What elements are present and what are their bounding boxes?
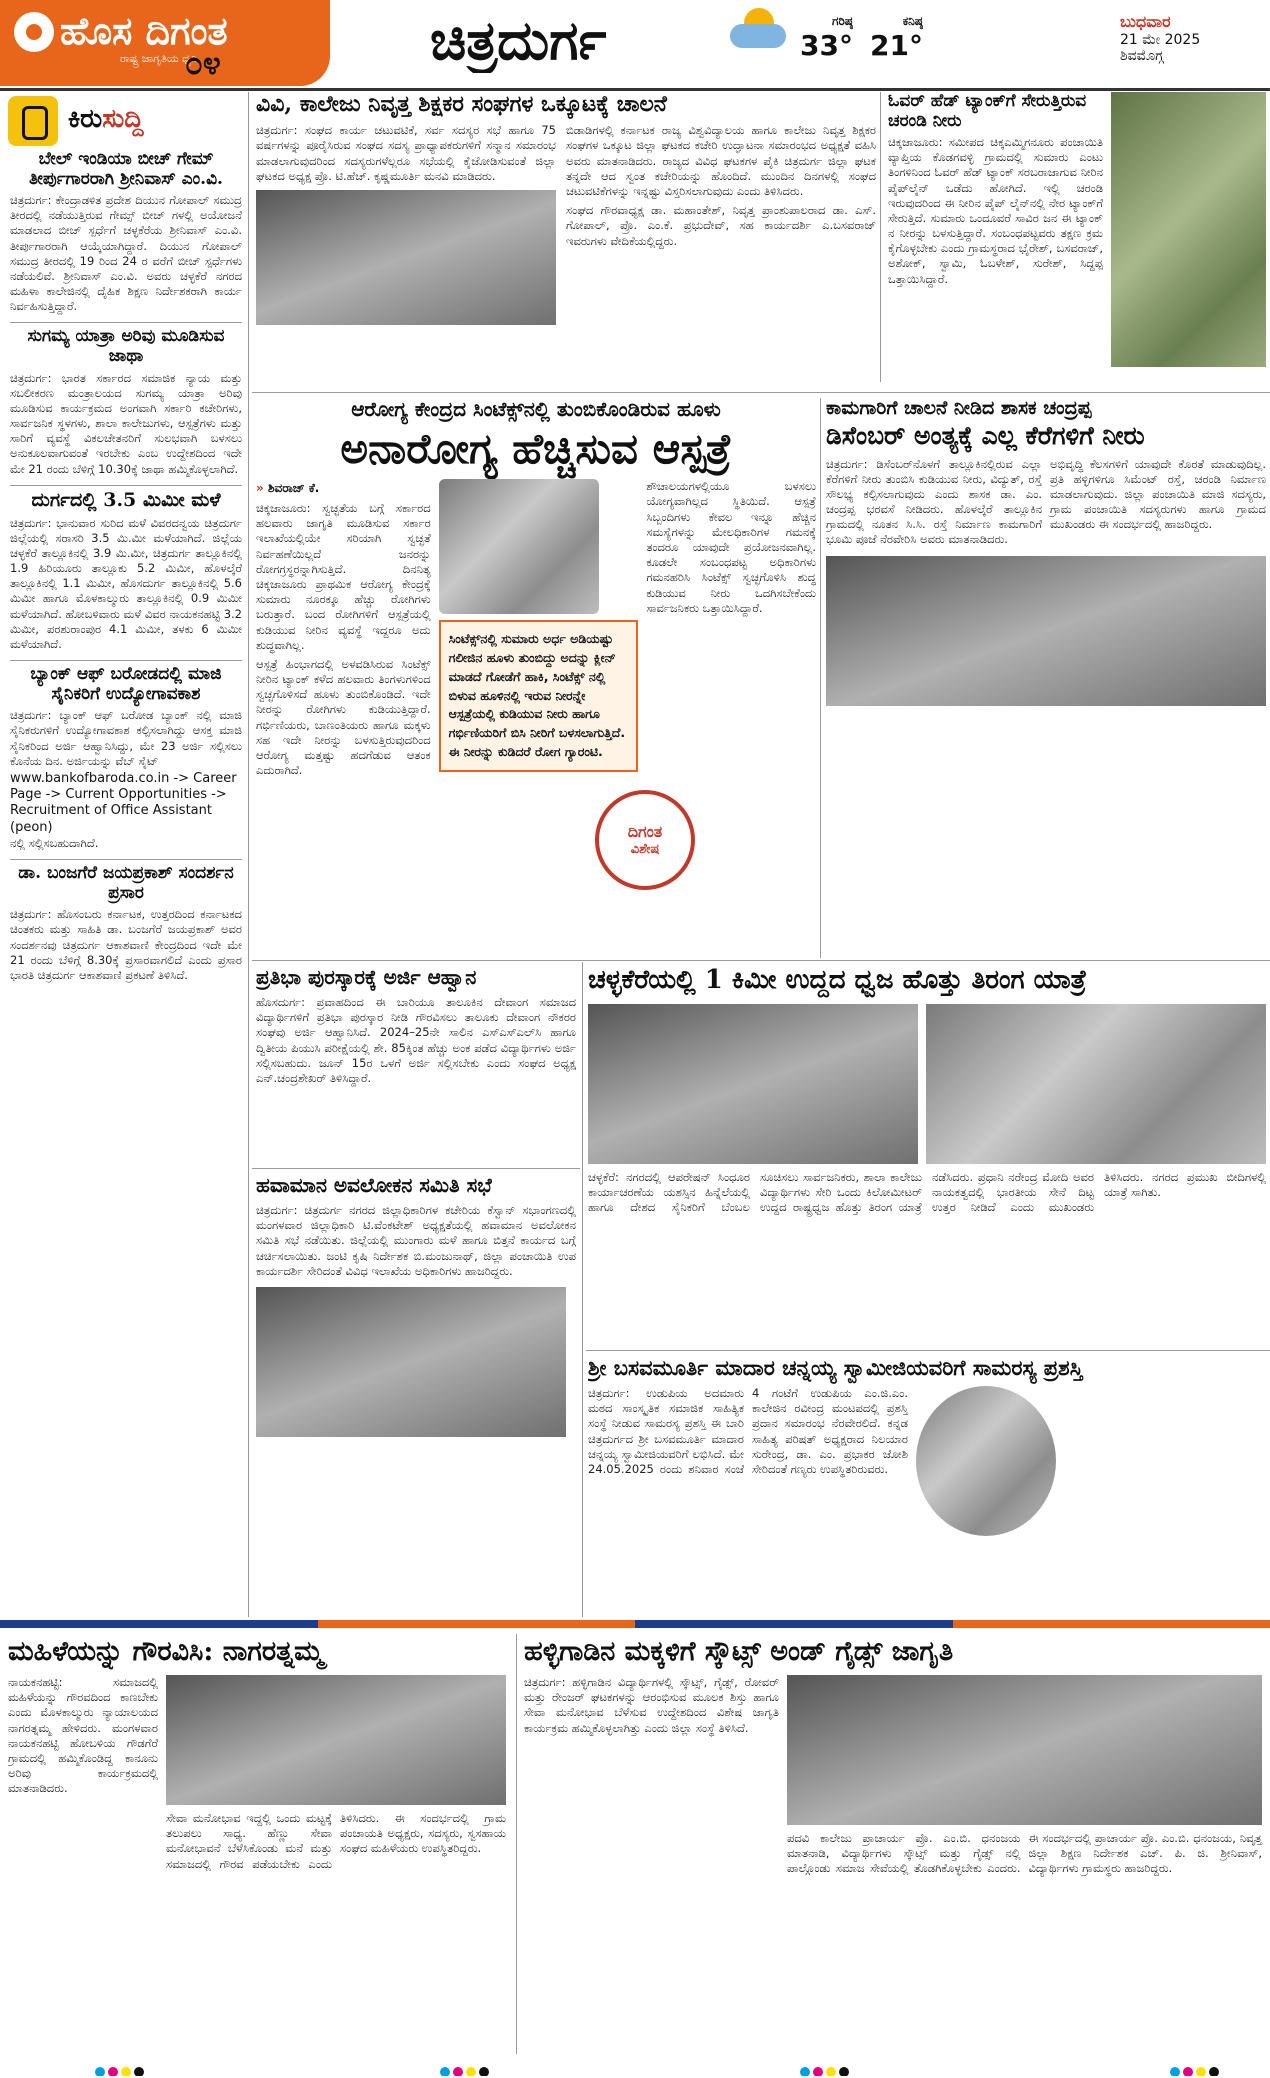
swamiji-portrait [916, 1386, 1056, 1536]
column-divider [880, 92, 881, 382]
yatra-crowd-photo [588, 1004, 918, 1164]
article-kicker: ಕಾಮಗಾರಿಗೆ ಚಾಲನೆ ನೀಡಿದ ಶಾಸಕ ಚಂದ್ರಪ್ಪ [826, 398, 1092, 419]
brand-name: ಹೊಸ ದಿಗಂತ [60, 8, 228, 53]
temp-max: ಗರಿಷ್ಠ 33° [800, 14, 853, 62]
kiru-body-tail: ನಲ್ಲಿ ಸಲ್ಲಿಸಬಹುದಾಗಿದೆ. [10, 835, 99, 850]
divider [10, 322, 242, 323]
digantha-vishesha-seal: ದಿಗಂತ ವಿಶೇಷ [595, 790, 695, 890]
masthead-rule [0, 88, 1270, 91]
section-divider [586, 1350, 1270, 1351]
article-award [256, 966, 576, 1166]
kiru-item [10, 864, 242, 983]
article-headline: ಡಿಸೆಂಬರ್ ಅಂತ್ಯಕ್ಕೆ ಎಲ್ಲ ಕೆರೆಗಳಿಗೆ ನೀರು [826, 420, 1145, 450]
article-body: ಪದವಿ ಕಾಲೇಜು ಪ್ರಾಚಾರ್ಯ ಪ್ರೊ. ಎಂ.ಬಿ. ಧನಂಜಯ ಮಾತನಾಡಿ, ವಿದ್ಯಾರ್ಥಿಗಳು ಸ್ಕೌಟ್ಸ್ ಮತ್ತು ಗೈಡ್ಸ್ ನಲ್ಲಿ ಪಾಲ್ಗೊಂಡು ಸಮಾಜ ಸೇವೆಯಲ್ಲಿ ತೊಡಗಿಕೊಳ್ಳಬೇಕು ಎಂದರು. ಈ ಸಂದರ್ಭದಲ್ಲಿ ಪ್ರಾಚಾರ್ಯ ಪ್ರೊ. ಎಂ.ಬಿ. ಧನಂಜಯ, ನಿವೃತ್ತ ಜಿಲ್ಲಾ ಶಿಕ್ಷಣ ನಿರ್ದೇಶಕ ಎಚ್. ಪಿ. ಜಿ. ಶ್ರೀನಿವಾಸ್, ವಿದ್ಯಾರ್ಥಿಗಳು ಗ್ರಾಮಸ್ಥರು ಹಾಜರಿದ್ದರು. [787, 1831, 1262, 1876]
article-body: ಆಸ್ಪತ್ರೆ ಹಿಂಭಾಗದಲ್ಲಿ ಅಳವಡಿಸಿರುವ ಸಿಂಟೆಕ್ಸ್ ನೀರಿನ ಟ್ಯಾಂಕ್ ಕಳೆದ ಹಲವಾರು ತಿಂಗಳುಗಳಿಂದ ಸ್ವಚ್ಛಗೊಳಿಸದೆ ಹೂಳು ತುಂಬಿಕೊಂಡಿದೆ. ಇದೇ ನೀರನ್ನು ರೋಗಿಗಳು ಕುಡಿಯುತ್ತಿದ್ದಾರೆ. ಗರ್ಭಿಣಿಯರು, ಬಾಣಂತಿಯರು ಹಾಗೂ ಮಕ್ಕಳು ಸಹ ಇದೇ ನೀರನ್ನು ಬಳಸುತ್ತಿರುವುದರಿಂದ ಆರೋಗ್ಯ ಮತ್ತಷ್ಟು ಹದಗೆಡುವ ಆತಂಕ ಎದುರಾಗಿದೆ. [256, 656, 431, 778]
kiru-item [10, 150, 242, 314]
group-photo [256, 190, 556, 325]
article-mla [826, 398, 1266, 958]
article-body: ಚಿತ್ರದುರ್ಗ: ಡಿಸೆಂಬರ್‌ನೊಳಗೆ ತಾಲ್ಲೂಕಿನಲ್ಲಿರುವ ಎಲ್ಲಾ ಕೆರೆಗಳಿಗೆ ನೀರು ತುಂಬಿಸಿ ಕುಡಿಯುವ ನೀರು, ವಿದ್ಯುತ್, ರಸ್ತೆ ಸೌಲಭ್ಯ ಕಲ್ಪಿಸಲಾಗುವುದು ಎಂದು ಶಾಸಕ ಡಾ. ಎಂ. ಚಂದ್ರಪ್ಪ ಭರವಸೆ ನೀಡಿದರು. ಹೊಳಲ್ಕೆರೆ ತಾಲ್ಲೂಕಿನ ಗ್ರಾಮದಲ್ಲಿ ನೂತನ ಸಿ.ಸಿ. ರಸ್ತೆ ನಿರ್ಮಾಣ ಕಾಮಗಾರಿಗೆ ಭೂಮಿ ಪೂಜೆ ನೆರವೇರಿಸಿ ಅವರು ಮಾತನಾಡಿದರು. [826, 456, 1042, 547]
legal-awareness-photo [166, 1675, 506, 1805]
section-divider [252, 392, 1270, 393]
article-body: ಸಂಘದ ಗೌರವಾಧ್ಯಕ್ಷ ಡಾ. ಮಹಾಂತೇಶ್, ನಿವೃತ್ತ ಪ್ರಾಂಶುಪಾಲರಾದ ಡಾ. ಎಸ್. ಗೋಪಾಲ್, ಪ್ರೊ. ಎಂ.ಕೆ. ಪ್ರಭುದೇವ್, ಸಹ ಕಾರ್ಯದರ್ಶಿ ಎ.ಬಸವರಾಜ್ ಇವರುಗಳು ವೇದಿಕೆಯಲ್ಲಿದ್ದರು. [566, 203, 876, 248]
kiru-item [10, 665, 242, 851]
day-name: ಬುಧವಾರ [1120, 12, 1171, 31]
article-nagaratnamma [8, 1636, 508, 2046]
bank-career-url: www.bankofbaroda.co.in -> Career Page -> Current Opportunities -> Recruitment of Office Assistant (peon) [10, 770, 237, 835]
article-body: ಬಿಡಾಡಿಗಳಲ್ಲಿ ಕರ್ನಾಟಕ ರಾಜ್ಯ ವಿಶ್ವವಿದ್ಯಾಲಯ ಹಾಗೂ ಕಾಲೇಜು ನಿವೃತ್ತ ಶಿಕ್ಷಕರ ಸಂಘಗಳ ಒಕ್ಕೂಟ ಜಿಲ್ಲಾ ಘಟಕದ ಕಚೇರಿ ಉದ್ಘಾಟನಾ ಸಮಾರಂಭದ ಅಧ್ಯಕ್ಷತೆ ವಹಿಸಿ ಅವರು ಮಾತನಾಡಿದರು. ರಾಜ್ಯದ ವಿವಿಧ ಘಟಕಗಳ ಪೈಕಿ ಚಿತ್ರದುರ್ಗ ಜಿಲ್ಲಾ ಘಟಕ ತನ್ನದೇ ಆದ ಸ್ವಂತ ಕಚೇರಿಯನ್ನು ಹೊಂದಿದೆ. ಮುಂದಿನ ದಿನಗಳಲ್ಲಿ ಸಂಘದ ಚಟುವಟಿಕೆಗಳನ್ನು ಇನ್ನಷ್ಟು ವಿಸ್ತರಿಸಲಾಗುವುದು ಎಂದು ತಿಳಿಸಿದರು. [566, 123, 876, 198]
registration-marks [1170, 2062, 1250, 2076]
divider [10, 859, 242, 860]
article-headline: ಮಹಿಳೆಯನ್ನು ಗೌರವಿಸಿ: ನಾಗರತ್ನಮ್ಮ [8, 1636, 324, 1667]
divider [10, 660, 242, 661]
article-body: ಚಿತ್ರದುರ್ಗ: ಹಳ್ಳಿಗಾಡಿನ ವಿದ್ಯಾರ್ಥಿಗಳಲ್ಲಿ ಸ್ಕೌಟ್ಸ್, ಗೈಡ್ಸ್, ರೋವರ್ ಮತ್ತು ರೇಂಜರ್ ಘಟಕಗಳನ್ನು ಆರಂಭಿಸುವ ಮೂಲಕ ಶಿಸ್ತು ಹಾಗೂ ಸೇವಾ ಮನೋಭಾವ ಬೆಳೆಸುವ ಉದ್ದೇಶದಿಂದ ವಿಶೇಷ ಜಾಗೃತಿ ಕಾರ್ಯಕ್ರಮ ಹಮ್ಮಿಕೊಳ್ಳಲಾಗಿತ್ತು ಎಂದು ಜಿಲ್ಲಾ ಸಂಸ್ಥೆ ತಿಳಿಸಿದೆ. [524, 1675, 779, 1735]
kiru-item [10, 327, 242, 476]
column-divider [248, 92, 249, 1617]
water-tank-sludge-photo [439, 479, 599, 614]
kiru-body: ಚಿತ್ರದುರ್ಗ: ಭಾರತ ಸರ್ಕಾರದ ಸಮಾಜಿಕ ನ್ಯಾಯ ಮತ್ತು ಸಬಲೀಕರಣ ಮಂತ್ರಾಲಯದ ಸುಗಮ್ಯ ಯಾತ್ರಾ ಅರಿವು ಮೂಡಿಸುವ ಕಾರ್ಯಕ್ರಮದ ಅಂಗವಾಗಿ ಸರ್ಕಾರಿ ಕಚೇರಿಗಳು, ಸಾರ್ವಜನಿಕ ಸ್ಥಳಗಳು, ಶಾಲಾ ಕಾಲೇಜುಗಳು, ಆಸ್ಪತ್ರೆಗಳು ಮತ್ತು ಸಾರಿಗೆ ವ್ಯವಸ್ಥೆ ವಿಕಲಚೇತನರಿಗೆ ಸುಲಭವಾಗಿ ಬಳಸಲು ಅನುಕೂಲವಾಗುವಂತೆ ಇರಬೇಕು ಎಂಬ ಉದ್ದೇಶದಿಂದ ಇದೇ ಮೇ 21 ರಂದು ಬೆಳಿಗ್ಗೆ 10.30ಕ್ಕೆ ಜಾಥಾ ಹಮ್ಮಿಕೊಳ್ಳಲಾಗಿದೆ. [10, 370, 242, 476]
article-body: ಚಿಕ್ಕಜಾಜೂರು: ಸಮೀಪದ ಚಿಕ್ಕಎಮ್ಮಿಗನೂರು ಪಂಚಾಯಿತಿ ವ್ಯಾಪ್ತಿಯ ಕೊಡಗವಳ್ಳಿ ಗ್ರಾಮದಲ್ಲಿ ಸುಮಾರು ಎಂಟು ತಿಂಗಳಿನಿಂದ ಓವರ್ ಹೆಡ್ ಟ್ಯಾಂಕ್ ಸರಬರಾಜಾಗುವ ನೀರಿನ ಪೈಪ್‌ಲೈನ್ ಒಡೆದು ಹೋಗಿದೆ. ಇಲ್ಲಿ ಚರಂಡಿ ಇರುವುದರಿಂದ ಈ ನೀರಿನ ಪೈಪ್ ಲೈನ್‌ನಲ್ಲಿ ನೇರ ಟ್ಯಾಂಕ್‌ಗೆ ಸೇರುತ್ತಿದೆ. ಸುಮಾರು ಒಂದೂವರೆ ಸಾವಿರ ಜನ ಈ ಟ್ಯಾಂಕ್ ನ ನೀರನ್ನು ಬಳಸುತ್ತಿದ್ದಾರೆ. ಸಂಬಂಧಪಟ್ಟವರು ತಕ್ಷಣ ಕ್ರಮ ಕೈಗೊಳ್ಳಬೇಕು ಎಂದು ಗ್ರಾಮಸ್ಥರಾದ ಭೈರೇಶ್, ಬಸವರಾಜ್, ಅಶೋಕ್, ಸ್ವಾಮಿ, ಓಬಳೇಶ್, ಸುರೇಶ್, ಸಿದ್ದಪ್ಪ ಒತ್ತಾಯಿಸಿದ್ದಾರೆ. [888, 135, 1103, 286]
column-divider [820, 398, 821, 958]
edition-title: ಚಿತ್ರದುರ್ಗ [430, 8, 607, 72]
kiru-headline: ಬೇಲ್ ಇಂಡಿಯಾ ಬೀಚ್ ಗೇಮ್ ತೀರ್ಪುಗಾರರಾಗಿ ಶ್ರೀನಿವಾಸ್ ಎಂ.ವಿ. [29, 150, 223, 189]
meeting-photo [256, 1287, 566, 1437]
masthead-logo [0, 0, 330, 86]
registration-marks [440, 2062, 520, 2076]
article-body: ಅಭಿವೃದ್ಧಿ ಕೆಲಸಗಳಿಗೆ ಯಾವುದೇ ಕೊರತೆ ಮಾಡುವುದಿಲ್ಲ. ಪ್ರತಿ ಹಳ್ಳಿಗಳಿಗೂ ಸಿಮೆಂಟ್ ರಸ್ತೆ, ಚರಂಡಿ ನಿರ್ಮಾಣ ಮಾಡಲಾಗುವುದು. ಜಿಲ್ಲಾ ಪಂಚಾಯಿತಿ ಮಾಜಿ ಸದಸ್ಯರು, ಗ್ರಾಮ ಪಂಚಾಯಿತಿ ಸದಸ್ಯರುಗಳು ಹಾಗೂ ಗ್ರಾಮದ ಮುಖಂಡರು ಈ ಸಂದರ್ಭದಲ್ಲಿ ಹಾಜರಿದ್ದರು. [1050, 456, 1266, 532]
article-body: ಚಿತ್ರದುರ್ಗ: ಚಿತ್ರದುರ್ಗ ನಗರದ ಜಿಲ್ಲಾಧಿಕಾರಿಗಳ ಕಚೇರಿಯ ಕೆಸ್ವಾನ್ ಸಭಾಂಗಣದಲ್ಲಿ ಮಂಗಳವಾರ ಜಿಲ್ಲಾಧಿಕಾರಿ ಟಿ.ವೆಂಕಟೇಶ್ ಅಧ್ಯಕ್ಷತೆಯಲ್ಲಿ ಹವಾಮಾನ ಅವಲೋಕನ ಸಮಿತಿ ಸಭೆ ನಡೆಯಿತು. ಜಿಲ್ಲೆಯಲ್ಲಿ ಮುಂಗಾರು ಮಳೆ ಹಾಗೂ ಬಿತ್ತನೆ ಕಾರ್ಯದ ಬಗ್ಗೆ ಚರ್ಚಿಸಲಾಯಿತು. ಜಂಟಿ ಕೃಷಿ ನಿರ್ದೇಶಕ ಬಿ.ಮಂಜುನಾಥ್, ಜಿಲ್ಲಾ ಪಂಚಾಯಿತಿ ಉಪ ಕಾರ್ಯದರ್ಶಿ ಸೇರಿದಂತೆ ವಿವಿಧ ಇಲಾಖೆಯ ಅಧಿಕಾರಿಗಳು ಹಾಜರಿದ್ದರು. [256, 1203, 576, 1278]
kiru-body: ಚಿತ್ರದುರ್ಗ: ಭಾನುವಾರ ಸುರಿದ ಮಳೆ ವಿವರದನ್ವಯ ಚಿತ್ರದುರ್ಗ ಜಿಲ್ಲೆಯಲ್ಲಿ ಸರಾಸರಿ 3.5 ಮಿ.ಮೀ ಮಳೆಯಾಗಿದೆ. ಜಿಲ್ಲೆಯ ಚಳ್ಳಕೆರೆ ತಾಲ್ಲೂಕಿನಲ್ಲಿ 3.9 ಮಿ.ಮೀ, ಚಿತ್ರದುರ್ಗ ತಾಲ್ಲೂಕಿನಲ್ಲಿ 1.9 ಹಿರಿಯೂರು ತಾಲ್ಲೂಕು 5.2 ಮಿಮೀ, ಹೊಳಲ್ಕೆರೆ ತಾಲ್ಲೂಕಿನಲ್ಲಿ 1.1 ಮಿಮೀ, ಹೊಸದುರ್ಗ ತಾಲ್ಲೂಕಿನಲ್ಲಿ 5.6 ಮಿಮೀ ಹಾಗೂ ಮೊಳಕಾಲ್ಮುರು ತಾಲ್ಲೂಕಿನಲ್ಲಿ 0.9 ಮಿಮೀ ಮಳೆಯಾಗಿದೆ. ಹೋಬಳಿವಾರು ಮಳೆ ವಿವರ ನಾಯಕನಹಟ್ಟಿ 3.2 ಮಿಮೀ, ಪರಶುರಾಂಪುರ 4.1 ಮಿಮೀ, ತಳಕು 6 ಮಿಮೀ ಮಳೆಯಾಗಿದೆ. [10, 515, 242, 651]
article-headline: ಚಳ್ಳಕೆರೆಯಲ್ಲಿ 1 ಕಿಮೀ ಉದ್ದದ ಧ್ವಜ ಹೊತ್ತು ತಿರಂಗ ಯಾತ್ರೆ [588, 966, 1087, 995]
date-box [1120, 12, 1270, 64]
kiru-headline: ಸುಗಮ್ಯ ಯಾತ್ರಾ ಅರಿವು ಮೂಡಿಸುವ ಜಾಥಾ [27, 326, 225, 367]
article-kicker: ಆರೋಗ್ಯ ಕೇಂದ್ರದ ಸಿಂಟೆಕ್ಸ್‌ನಲ್ಲಿ ತುಂಬಿಕೊಂಡಿರುವ ಹೂಳು [351, 398, 721, 421]
kiru-headline: ಡಾ. ಬಂಜಗೆರೆ ಜಯಪ್ರಕಾಶ್ ಸಂದರ್ಶನ ಪ್ರಸಾರ [18, 863, 234, 903]
article-body: ಶೌಚಾಲಯಗಳಲ್ಲಿಯೂ ಬಳಸಲು ಯೋಗ್ಯವಾಗಿಲ್ಲದ ಸ್ಥಿತಿಯಿದೆ. ಆಸ್ಪತ್ರೆ ಸಿಬ್ಬಂದಿಗಳು ಕೇವಲ ಇನ್ನೂ ಹೆಚ್ಚಿನ ಸಮಸ್ಯೆಗಳನ್ನು ಮೇಲಧಿಕಾರಿಗಳ ಗಮನಕ್ಕೆ ತಂದರೂ ಯಾವುದೇ ಪ್ರಯೋಜನವಾಗಿಲ್ಲ. ಕೂಡಲೇ ಸಂಬಂಧಪಟ್ಟ ಅಧಿಕಾರಿಗಳು ಗಮನಹರಿಸಿ ಸಿಂಟೆಕ್ಸ್ ಸ್ವಚ್ಛಗೊಳಿಸಿ ಶುದ್ಧ ಕುಡಿಯುವ ನೀರು ಒದಗಿಸಬೇಕೆಂದು ಸಾರ್ವಜನಿಕರು ಒತ್ತಾಯಿಸಿದ್ದಾರೆ. [646, 479, 816, 615]
water-tank-photo [1111, 92, 1266, 367]
article-body: ಸೇವಾ ಮನೋಭಾವ ಇದ್ದಲ್ಲಿ ಒಂದು ಮಟ್ಟಕ್ಕೆ ತಲುಪಲು ಸಾಧ್ಯ. ಹೆಣ್ಣು ಸೇವಾ ಮನೋಭಾವನೆ ಬೆಳೆಸಿಕೊಂಡು ಮನೆ ಮತ್ತು ಸಮಾಜದಲ್ಲಿ ಗೌರವ ಪಡೆಯಬೇಕು ಎಂದು ತಿಳಿಸಿದರು. ಈ ಸಂದರ್ಭದಲ್ಲಿ ಗ್ರಾಮ ಪಂಚಾಯತಿ ಅಧ್ಯಕ್ಷರು, ಸದಸ್ಯರು, ಸ್ವಸಹಾಯ ಸಂಘದ ಮಹಿಳೆಯರು ಉಪಸ್ಥಿತರಿದ್ದರು. [166, 1811, 506, 1871]
article-body: ಚಿತ್ರದುರ್ಗ: ಉಡುಪಿಯ ಅದಮಾರು ಮಠದ ಸಾಂಸ್ಕೃತಿಕ ಸಮಾಜಿಕ ಸಾಹಿತ್ಯಿಕ ಸಂಸ್ಥೆ ನೀಡುವ ಸಾಮರಸ್ಯ ಪ್ರಶಸ್ತಿ ಈ ಬಾರಿ ಚಿತ್ರದುರ್ಗದ ಶ್ರೀ ಬಸವಮೂರ್ತಿ ಮಾದಾರ ಚನ್ನಯ್ಯ ಸ್ವಾಮೀಜಿಯವರಿಗೆ ಲಭಿಸಿದೆ. ಮೇ 24.05.2025 ರಂದು ಶನಿವಾರ ಸಂಜೆ 4 ಗಂಟೆಗೆ ಉಡುಪಿಯ ಎಂ.ಜಿ.ಎಂ. ಕಾಲೇಜಿನ ರವೀಂದ್ರ ಮಂಟಪದಲ್ಲಿ ಪ್ರಶಸ್ತಿ ಪ್ರದಾನ ಸಮಾರಂಭ ನೆರವೇರಲಿದೆ. ಕನ್ನಡ ಸಾಹಿತ್ಯ ಪರಿಷತ್ ಅಧ್ಯಕ್ಷರಾದ ನಿಲಯಾರ ಸುರೇಂದ್ರ, ಡಾ. ಎಂ. ಪ್ರಭಾಕರ ಜೋಶಿ ಸೇರಿದಂತೆ ಗಣ್ಯರು ಉಪಸ್ಥಿತರಿರುವರು. [588, 1386, 908, 1476]
city-subtitle: ಶಿವಮೊಗ್ಗ [1120, 48, 1164, 64]
pull-quote: ಸಿಂಟೆಕ್ಸ್‌ನಲ್ಲಿ ಸುಮಾರು ಅರ್ಧ ಅಡಿಯಷ್ಟು ಗಲೀಜಿನ ಹೂಳು ತುಂಬಿದ್ದು ಅದನ್ನು ಕ್ಲೀನ್ ಮಾಡದೆ ಗೋಡೆಗೆ ಹಾಕಿ, ಸಿಂಟೆಕ್ಸ್ ನಲ್ಲಿ ಬಿಳುವ ಹೂಳಿನಲ್ಲಿ ಇರುವ ನೀರನ್ನೇ ಆಸ್ಪತ್ರೆಯಲ್ಲಿ ಕುಡಿಯುವ ನೀರು ಹಾಗೂ ಗರ್ಭಿಣಿಯರಿಗೆ ಬಿಸಿ ನೀರಿಗೆ ಬಳಸಲಾಗುತ್ತಿದೆ. ಈ ನೀರನ್ನು ಕುಡಿದರೆ ರೋಗ ಗ್ಯಾರಂಟಿ. [439, 620, 639, 771]
article-tiranga [588, 966, 1266, 1346]
brand-tagline: ರಾಷ್ಟ್ರ ಜಾಗೃತಿಯ ಧ್ವನಿ [120, 52, 198, 65]
scouts-event-photo [787, 1675, 1262, 1825]
section-color-bar [0, 1620, 1270, 1628]
article-swamiji [588, 1356, 1266, 1616]
article-weather [256, 1174, 576, 1614]
article-teachers [256, 92, 876, 392]
date: 21 ಮೇ 2025 [1120, 32, 1201, 48]
weather-sun-cloud-icon [730, 8, 790, 48]
kiru-headline: ಬ್ಯಾಂಕ್ ಆಫ್ ಬರೋಡದಲ್ಲಿ ಮಾಜಿ ಸೈನಿಕರಿಗೆ ಉದ್ಯೋಗಾವಕಾಶ [30, 664, 222, 704]
section-divider [252, 960, 1270, 961]
article-tank [888, 92, 1266, 382]
article-body: ಹೊಸದುರ್ಗ: ಪ್ರವಾಹದಿಂದ ಈ ಬಾರಿಯೂ ತಾಲೂಕಿನ ದೇವಾಂಗ ಸಮಾಜದ ವಿದ್ಯಾರ್ಥಿಗಳಿಗೆ ಪ್ರತಿಭಾ ಪುರಸ್ಕಾರ ನೀಡಿ ಗೌರವಿಸಲು ತಾಲೂಕು ದೇವಾಂಗ ನೌಕರರ ಸಂಘವು ಅರ್ಜಿ ಆಹ್ವಾನಿಸಿದೆ. 2024–25ನೇ ಸಾಲಿನ ಎಸ್ಎಸ್ಎಲ್‌ಸಿ ಹಾಗೂ ದ್ವಿತೀಯ ಪಿಯುಸಿ ಪರೀಕ್ಷೆಯಲ್ಲಿ ಶೇ. 85ಕ್ಕಿಂತ ಹೆಚ್ಚು ಅಂಕ ಪಡೆದ ವಿದ್ಯಾರ್ಥಿಗಳು ಅರ್ಜಿ ಸಲ್ಲಿಸಬಹುದು. ಜೂನ್ 15ರ ಒಳಗೆ ಅರ್ಜಿ ಸಲ್ಲಿಸಬೇಕು ಎಂದು ಸಂಘದ ಅಧ್ಯಕ್ಷ ಎನ್.ಚಂದ್ರಶೇಖರ್ ತಿಳಿಸಿದ್ದಾರೆ. [256, 995, 576, 1085]
kiru-body: ಚಿತ್ರದುರ್ಗ: ಕೇಂದ್ರಾಡಳಿತ ಪ್ರದೇಶ ದಿಯುನ ಗೋಪಾಲ್ ಸಮುದ್ರ ತೀರದಲ್ಲಿ ನಡೆಯುತ್ತಿರುವ ಗೇಮ್ಸ್ ಬೀಚ್ ಗಳಲ್ಲಿ ಅಯೋಜನೆ ಮಾಡಲಾದ ಬೀಚ್ ಸ್ಪರ್ಧೆಗೆ ಚಳ್ಳಕೆರೆಯ ಶ್ರೀನಿವಾಸ್ ಎಂ.ವಿ. ತೀರ್ಪುಗಾರರಾಗಿ ಆಯ್ಕೆಯಾಗಿದ್ದಾರೆ. ದಿಯುನ ಗೋಪಾಲ್ ಸಮುದ್ರ ತೀರದಲ್ಲಿ 19 ರಿಂದ 24 ರ ವರೆಗೆ ಬೀಚ್ ಸ್ಪರ್ಧೆಗಳು ನಡೆಯಲಿವೆ. ಶ್ರೀನಿವಾಸ್ ಎಂ.ವಿ. ಅವರು ಚಳ್ಳಕೆರೆ ನಗರದ ಮಹಿಳಾ ಕಾಲೇಜಿನಲ್ಲಿ ದೈಹಿಕ ಶಿಕ್ಷಣ ನಿರ್ದೇಶಕರಾಗಿ ಕಾರ್ಯ ನಿರ್ವಹಿಸುತ್ತಿದ್ದಾರೆ. [10, 193, 242, 314]
bhoomi-pooja-photo [826, 556, 1266, 706]
kiru-body: ಚಿತ್ರದುರ್ಗ: ಬ್ಯಾಂಕ್ ಆಫ್ ಬರೋಡ ಬ್ಯಾಂಕ್ ನಲ್ಲಿ ಮಾಜಿ ಸೈನಿಕರುಗಳಿಗೆ ಉದ್ಯೋಗಾವಕಾಶ ಕಲ್ಪಿಸಲಾಗಿದ್ದು ಆಸಕ್ತ ಮಾಜಿ ಸೈನಿಕರಿಂದ ಅರ್ಜಿ ಆಹ್ವಾನಿಸಿದ್ದು, ಮೇ 23 ಅರ್ಜಿ ಸಲ್ಲಿಸಲು ಕೊನೆಯ ದಿನ. ಅರ್ಜಿಯನ್ನು ವೆಬ್ ಸೈಟ್ [10, 708, 242, 768]
article-headline: ಓವರ್ ಹೆಡ್ ಟ್ಯಾಂಕ್‌ಗೆ ಸೇರುತ್ತಿರುವ ಚರಂಡಿ ನೀರು [888, 92, 1087, 131]
article-hospital [256, 398, 816, 958]
article-headline: ಶ್ರೀ ಬಸವಮೂರ್ತಿ ಮಾದಾರ ಚನ್ನಯ್ಯ ಸ್ವಾಮೀಜಿಯವರಿಗೆ ಸಾಮರಸ್ಯ ಪ್ರಶಸ್ತಿ [588, 1356, 1083, 1380]
article-body: ಚಿತ್ರದುರ್ಗ: ಸಂಘದ ಕಾರ್ಯ ಚಟುವಟಿಕೆ, ಸರ್ವ ಸದಸ್ಯರ ಸಭೆ ಹಾಗೂ 75 ವರ್ಷಗಳನ್ನು ಪೂರೈಸಿರುವ ಸಂಘದ ಸದಸ್ಯ ಪ್ರಾಧ್ಯಾಪಕರುಗಳಿಗೆ ಸನ್ಮಾನ ಸಮಾರಂಭ ಮಾಡಲಾಗುವುದರಿಂದ ಸದಸ್ಯರುಗಳೆಲ್ಲರೂ ಸಭೆಯಲ್ಲಿ ಕೈಜೋಡಿಸುವಂತೆ ಜಿಲ್ಲಾ ಘಟಕದ ಅಧ್ಯಕ್ಷ ಪ್ರೊ. ಟಿ.ಹೆಚ್. ಕೃಷ್ಣಮೂರ್ತಿ ಮನವಿ ಮಾಡಿದರು. [256, 123, 556, 183]
column-divider [516, 1634, 517, 2054]
article-headline: ಹವಾಮಾನ ಅವಲೋಕನ ಸಮಿತಿ ಸಭೆ [256, 1174, 492, 1197]
article-scouts [524, 1636, 1266, 2046]
temp-min: ಕನಿಷ್ಠ 21° [870, 14, 923, 62]
registration-marks [800, 2062, 880, 2076]
page-number: ೦೪ [185, 44, 221, 82]
article-body: ಚಳ್ಳಕೆರೆ: ನಗರದಲ್ಲಿ ಆಪರೇಷನ್ ಸಿಂಧೂರ ಕಾರ್ಯಾಚರಣೆಯ ಯಶಸ್ಸಿನ ಹಿನ್ನೆಲೆಯಲ್ಲಿ ಹಾಗೂ ದೇಶದ ಸೈನಿಕರಿಗೆ ಬೆಂಬಲ ಸೂಚಿಸಲು ಸಾರ್ವಜನಿಕರು, ಶಾಲಾ ಕಾಲೇಜು ವಿದ್ಯಾರ್ಥಿಗಳು ಸೇರಿ ಒಂದು ಕಿಲೋಮೀಟರ್ ಉದ್ದದ ರಾಷ್ಟ್ರಧ್ವಜ ಹೊತ್ತು ತಿರಂಗ ಯಾತ್ರೆ ನಡೆಸಿದರು. ಪ್ರಧಾನಿ ನರೇಂದ್ರ ಮೋದಿ ಅವರ ನಾಯಕತ್ವದಲ್ಲಿ ಭಾರತೀಯ ಸೇನೆ ದಿಟ್ಟ ಉತ್ತರ ನೀಡಿದೆ ಎಂದು ಮುಖಂಡರು ತಿಳಿಸಿದರು. ನಗರದ ಪ್ರಮುಖ ಬೀದಿಗಳಲ್ಲಿ ಯಾತ್ರೆ ಸಾಗಿತು. [588, 1169, 1266, 1215]
kiru-suddi-badge: ಕಿರುಸುದ್ದಿ [8, 96, 193, 148]
logo-emblem-icon [14, 12, 54, 52]
article-body: ಚಿಕ್ಕಜಾಜೂರು: ಸ್ವಚ್ಛತೆಯ ಬಗ್ಗೆ ಸರ್ಕಾರದ ಹಲವಾರು ಜಾಗೃತಿ ಮೂಡಿಸುವ ಸರ್ಕಾರ ಇಲಾಖೆಯಲ್ಲಿಯೇ ಸರಿಯಾಗಿ ಸ್ವಚ್ಛತೆ ನಿರ್ವಹಣೆಯಿಲ್ಲದೆ ಜನರನ್ನು ರೋಗಗ್ರಸ್ಥರನ್ನಾಗಿಸುತ್ತಿದೆ. ದಿನನಿತ್ಯ ಚಿಕ್ಕಜಾಜೂರು ಪ್ರಾಥಮಿಕ ಆರೋಗ್ಯ ಕೇಂದ್ರಕ್ಕೆ ಸುಮಾರು ನೂರಕ್ಕೂ ಹೆಚ್ಚು ರೋಗಿಗಳು ಬರುತ್ತಾರೆ. ಬಂದ ರೋಗಿಗಳಿಗೆ ಆಸ್ಪತ್ರೆಯಲ್ಲಿ ಕುಡಿಯುವ ನೀರಿನ ವ್ಯವಸ್ಥೆ ಇದ್ದರೂ ಅದು ಶುದ್ಧವಾಗಿಲ್ಲ. [256, 501, 431, 652]
article-headline: ವಿವಿ, ಕಾಲೇಜು ನಿವೃತ್ತ ಶಿಕ್ಷಕರ ಸಂಘಗಳ ಒಕ್ಕೂಟಕ್ಕೆ ಚಾಲನೆ [256, 92, 667, 117]
section-divider [252, 1168, 580, 1169]
divider [10, 485, 242, 486]
article-headline: ಪ್ರತಿಭಾ ಪುರಸ್ಕಾರಕ್ಕೆ ಅರ್ಜಿ ಆಹ್ವಾನ [256, 966, 477, 989]
kiru-headline: ದುರ್ಗದಲ್ಲಿ 3.5 ಮಿಮೀ ಮಳೆ [31, 488, 221, 511]
kiru-column [10, 150, 242, 1605]
registration-marks [95, 2062, 175, 2076]
article-headline: ಹಳ್ಳಿಗಾಡಿನ ಮಕ್ಕಳಿಗೆ ಸ್ಕೌಟ್ಸ್ ಅಂಡ್ ಗೈಡ್ಸ್ ಜಾಗೃತಿ [524, 1636, 954, 1667]
pointing-hand-icon [8, 96, 58, 146]
kiru-item [10, 490, 242, 652]
article-headline: ಅನಾರೋಗ್ಯ ಹೆಚ್ಚಿಸುವ ಆಸ್ಪತ್ರೆ [340, 424, 732, 473]
byline: » ಶಿವರಾಜ್ ಕೆ. [256, 481, 431, 497]
article-body: ನಾಯಕನಹಟ್ಟಿ: ಸಮಾಜದಲ್ಲಿ ಮಹಿಳೆಯನ್ನು ಗೌರವದಿಂದ ಕಾಣಬೇಕು ಎಂದು ಮೊಳಕಾಲ್ಮುರು ನ್ಯಾಯಾಲಯದ ನಾಗರತ್ನಮ್ಮ ಹೇಳಿದರು. ಮಂಗಳವಾರ ನಾಯಕನಹಟ್ಟಿ ಹೋಬಳಿಯ ಗೌಡಗೆರೆ ಗ್ರಾಮದಲ್ಲಿ ಹಮ್ಮಿಕೊಂಡಿದ್ದ ಕಾನೂನು ಅರಿವು ಕಾರ್ಯಕ್ರಮದಲ್ಲಿ ಮಾತನಾಡಿದರು. [8, 1675, 158, 1796]
column-divider [582, 962, 583, 1617]
yatra-leaders-photo [926, 1004, 1266, 1164]
kiru-body: ಚಿತ್ರದುರ್ಗ: ಹೊಸಂಬರು ಕರ್ನಾಟಕ, ಉತ್ತರದಿಂದ ಕರ್ನಾಟಕದ ಚಿಂತಕರು ಮತ್ತು ಸಾಹಿತಿ ಡಾ. ಬಂಜಗೆರೆ ಜಯಪ್ರಕಾಶ್ ಅವರ ಸಂದರ್ಶನವು ಚಿತ್ರದುರ್ಗ ಆಕಾಶವಾಣಿ ಕೇಂದ್ರದಿಂದ ಇದೇ ಮೇ 21 ರಂದು ಬೆಳಿಗ್ಗೆ 8.30ಕ್ಕೆ ಪ್ರಸಾರವಾಗಲಿದೆ ಎಂದು ಪ್ರಸಾರ ಭಾರತಿ ಚಿತ್ರದುರ್ಗ ಆಕಾಶವಾಣಿ ಪ್ರಕಟಣೆ ತಿಳಿಸಿದೆ. [10, 907, 242, 982]
